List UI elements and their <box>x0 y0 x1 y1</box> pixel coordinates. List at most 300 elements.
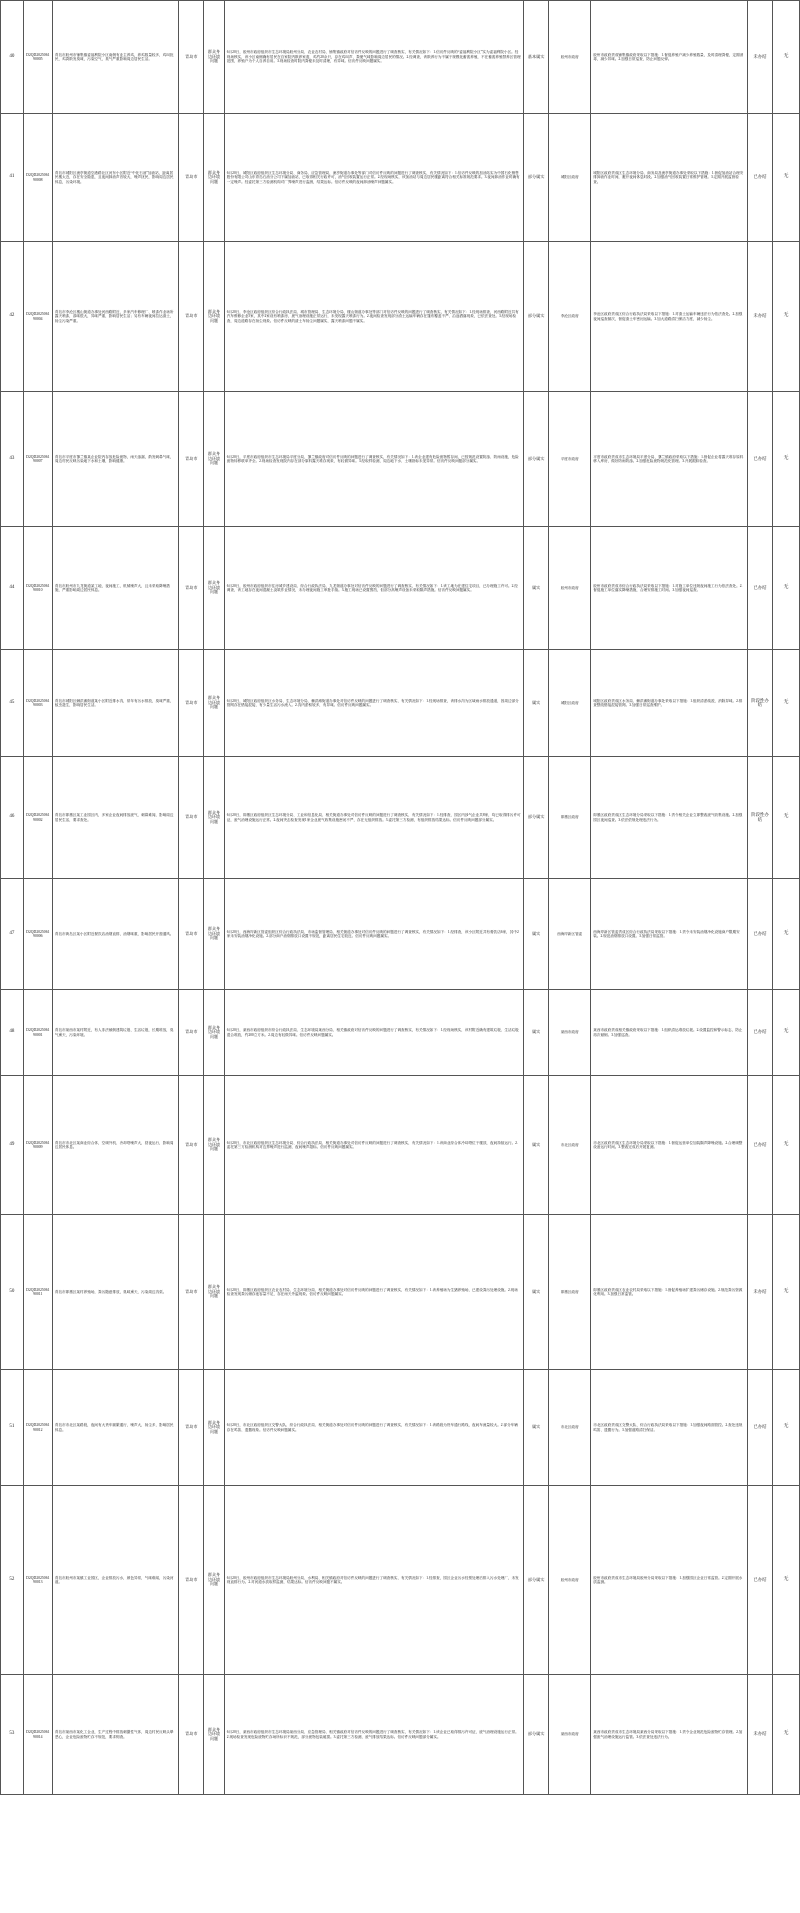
row-number-text: 40 <box>9 53 15 59</box>
table-body <box>1 1 800 1795</box>
complaint-content <box>52 990 178 1076</box>
rectification-measures-text: 胶州市政府责成市综合行政执法局采取以下措施：1.对施工单位违规夜间施工行为依法查处。2.督促施工单位落实降噪措施，合理安排施工时间。3.加强夜间巡查。 <box>593 583 743 592</box>
verification-result <box>224 527 523 650</box>
verification-result-text: 6月20日，胶州市政府组织市住房城乡建设局、综合行政执法局、九龙街道办事处对信访件反映的问题进行了调查核实，有关情况如下：1.该工地为在建住宅项目，已办理施工许可。2.经调查，该工地存在夜间混凝土浇筑作业情况，未办理夜间施工审批手续。3.施工现场已设置围挡，但部分高噪声设备未采取隔声措施。信访件反映问题属实。 <box>226 583 518 592</box>
responsible-department <box>549 114 591 242</box>
problem-type-text: 群众身边环境问题 <box>208 1284 220 1299</box>
completion-status <box>748 114 773 242</box>
rectification-measures-text: 西海岸新区管委责成区综合行政执法局采取以下措施：1.责令未安装油烟净化设施商户限期安装。2.规范油烟排放口设置。3.加强日常监管。 <box>593 929 740 938</box>
city-cell-text: 青岛市 <box>185 930 198 936</box>
complaint-content-text: 青岛市李沧区楼山街道办事处河西路附近，多家汽车修理厂、喷漆作业场所露天喷漆，漆味很大，异味严重，影响居民生活；另有车辆夜间拉运渣土，扬尘污染严重。 <box>54 309 174 323</box>
verification-result-text: 6月20日，市北区政府组织区交警大队、综合行政执法局、相关街道办事处对信访件反映的问题进行了调查核实，有关情况如下：1.该路段为货车通行路线，夜间车流量较大。2.部分车辆存在鸣笛、遗撒现象。信访件反映问题属实。 <box>226 1423 518 1432</box>
row-number <box>1 879 24 990</box>
responsible-department <box>549 879 591 990</box>
row-number <box>1 990 24 1076</box>
row-number <box>1 650 24 757</box>
city-cell-text: 青岛市 <box>185 1731 198 1737</box>
problem-type <box>204 527 225 650</box>
table-row <box>1 990 800 1076</box>
problem-type <box>204 650 225 757</box>
truth-status <box>524 392 549 527</box>
complaint-content <box>52 879 178 990</box>
city-cell-text: 青岛市 <box>185 1424 198 1430</box>
complaint-content-text: 青岛市胶州市某镇工业园区，企业排放污水，颜色异常，气味难闻，污染河道。 <box>54 1575 174 1584</box>
problem-type-text: 群众身边环境问题 <box>208 1726 220 1741</box>
case-code-text: D2QD202506190001 <box>26 1028 50 1037</box>
problem-type-text: 群众身边环境问题 <box>208 49 220 64</box>
accountability-text: 无 <box>783 1141 789 1147</box>
city-cell <box>179 527 204 650</box>
completion-status <box>748 1675 773 1795</box>
verification-result <box>224 392 523 527</box>
rectification-measures-text: 即墨区政府责成区生态环境分局采取以下措施：1.责令相关企业立即整改废气收集设施。2.加强园区夜间巡查。3.依法依规处理违法行为。 <box>593 813 743 822</box>
city-cell-text: 青岛市 <box>185 455 198 461</box>
rectification-measures-text: 莱西市政府责成相关镇政府采取以下措施：1.组织清运堆放垃圾。2.设置监控和警示标志，防止再次倾倒。3.加强巡查。 <box>593 1028 743 1037</box>
responsible-department <box>549 650 591 757</box>
table-row <box>1 879 800 990</box>
case-code-text: D2QD202506190002 <box>26 813 50 822</box>
problem-type <box>204 1215 225 1370</box>
case-code-text: D2QD202506190003 <box>26 698 50 707</box>
row-number <box>1 1076 24 1215</box>
case-code <box>23 114 52 242</box>
accountability-text: 无 <box>783 699 789 705</box>
case-code-text: D2QD202506190014 <box>26 1730 50 1739</box>
row-number <box>1 1215 24 1370</box>
problem-type <box>204 1076 225 1215</box>
table-row <box>1 1370 800 1486</box>
problem-type <box>204 757 225 879</box>
complaint-content <box>52 114 178 242</box>
row-number-text: 49 <box>9 1141 15 1147</box>
complaint-content <box>52 392 178 527</box>
accountability <box>772 1675 799 1795</box>
responsible-department <box>549 1215 591 1370</box>
truth-status <box>524 1076 549 1215</box>
table-row <box>1 392 800 527</box>
rectification-measures <box>591 1215 748 1370</box>
accountability-text: 无 <box>783 1029 789 1035</box>
row-number-text: 51 <box>9 1424 15 1430</box>
accountability <box>772 114 799 242</box>
responsible-department-text: 李沧区政府 <box>560 314 579 319</box>
verification-result <box>224 757 523 879</box>
city-cell <box>179 650 204 757</box>
accountability-text: 无 <box>783 1288 789 1294</box>
truth-status-text: 基本属实 <box>527 53 545 59</box>
verification-result <box>224 879 523 990</box>
problem-type <box>204 1486 225 1675</box>
case-code <box>23 757 52 879</box>
completion-status <box>748 527 773 650</box>
accountability <box>772 757 799 879</box>
row-number <box>1 1 24 114</box>
verification-result <box>224 242 523 392</box>
city-cell <box>179 1 204 114</box>
rectification-measures-text: 平度市政府责成市生态环境局平度分局、蓼兰镇政府采取以下措施：1.督促企业将露天堆存原料移入库房，做好防雨防渗。2.加强危险废物规范化管理。3.开展跟踪检查。 <box>593 454 744 463</box>
case-code-text: D2QD202506190006 <box>26 929 50 938</box>
problem-type <box>204 1370 225 1486</box>
completion-status <box>748 1076 773 1215</box>
table-row <box>1 1675 800 1795</box>
responsible-department <box>549 527 591 650</box>
case-code-text: D2QD202506190009 <box>26 1140 50 1149</box>
truth-status-text: 部分属实 <box>527 313 545 319</box>
truth-status-text: 属实 <box>531 1141 541 1147</box>
verification-result-text: 6月20日，城阳区政府组织区水务局、生态环境分局、棘洪滩街道办事处对信访件反映的问题进行了调查核实，有关情况如下：1.经现场排查，该排水沟为区域雨水排放通道，因周边部分管网存在错接混接，有少量生活污水流入。2.沟内淤积较多，有异味。信访件反映问题属实。 <box>226 698 519 707</box>
city-cell-text: 青岛市 <box>185 699 198 705</box>
complaint-content-text: 青岛市莱西市某化工企业，生产过程中排放刺激性气体，周边村民反映头晕恶心，企业危险废物贮存不规范，要求彻查。 <box>54 1730 174 1739</box>
problem-type-text: 群众身边环境问题 <box>208 580 220 595</box>
city-cell <box>179 1370 204 1486</box>
table-row <box>1 650 800 757</box>
verification-result <box>224 114 523 242</box>
completion-status-text: 已办结 <box>753 1029 767 1035</box>
completion-status-text: 未办结 <box>753 53 767 59</box>
completion-status <box>748 990 773 1076</box>
accountability-text: 无 <box>783 814 789 820</box>
city-cell-text: 青岛市 <box>185 174 198 180</box>
truth-status-text: 属实 <box>531 1288 541 1294</box>
complaint-content <box>52 1076 178 1215</box>
accountability <box>772 242 799 392</box>
case-code <box>23 392 52 527</box>
completion-status <box>748 650 773 757</box>
problem-type-text: 群众身边环境问题 <box>208 809 220 824</box>
city-cell <box>179 1486 204 1675</box>
case-code <box>23 242 52 392</box>
verification-result <box>224 650 523 757</box>
rectification-measures-text: 市北区政府责成区生态环境分局采取以下措施：1.督促运营单位加装隔声降噪设施。2.合理调整设备运行时间。3.整改完成后开展复测。 <box>593 1140 743 1149</box>
city-cell-text: 青岛市 <box>185 1141 198 1147</box>
complaint-content <box>52 1370 178 1486</box>
problem-type <box>204 1675 225 1795</box>
accountability-text: 无 <box>783 1731 789 1737</box>
rectification-measures <box>591 1370 748 1486</box>
case-code <box>23 1076 52 1215</box>
accountability <box>772 1215 799 1370</box>
table-row <box>1 1 800 114</box>
verification-result <box>224 1675 523 1795</box>
completion-status-text: 未办结 <box>753 313 767 319</box>
rectification-measures <box>591 114 748 242</box>
responsible-department-text: 胶州市政府 <box>560 54 579 59</box>
complaint-content <box>52 757 178 879</box>
complaint-content <box>52 1215 178 1370</box>
row-number <box>1 392 24 527</box>
rectification-measures <box>591 879 748 990</box>
case-code-text: D2QD202506190004 <box>26 312 50 321</box>
truth-status-text: 部分属实 <box>527 814 545 820</box>
completion-status-text: 未办结 <box>753 1731 767 1737</box>
rectification-measures <box>591 1675 748 1795</box>
row-number-text: 41 <box>9 174 15 180</box>
accountability-text: 无 <box>783 584 789 590</box>
truth-status <box>524 114 549 242</box>
row-number-text: 45 <box>9 699 15 705</box>
row-number <box>1 1370 24 1486</box>
case-code <box>23 1215 52 1370</box>
completion-status <box>748 1370 773 1486</box>
table-row <box>1 1215 800 1370</box>
responsible-department-text: 城阳区政府 <box>560 700 579 705</box>
problem-type-text: 群众身边环境问题 <box>208 695 220 710</box>
completion-status <box>748 879 773 990</box>
truth-status-text: 部分属实 <box>527 1731 545 1737</box>
accountability <box>772 1486 799 1675</box>
verification-result-text: 6月20日，西海岸新区管委组织区综合行政执法局、市场监督管理局、相关街道办事处对信访件反映的问题进行了调查核实，有关情况如下：1.经排查，该小区附近共有餐饮店6家，其中2家未安装油烟净化设施。2.部分商户油烟排放口设置不规范，距离居民住宅较近。信访件反映问题属实。 <box>226 929 519 938</box>
problem-type <box>204 114 225 242</box>
city-cell <box>179 1215 204 1370</box>
truth-status <box>524 1675 549 1795</box>
problem-type-text: 群众身边环境问题 <box>208 1137 220 1152</box>
complaint-content-text: 青岛市黄岛区某小区附近餐饮店油烟直排，油烟味重，影响居民开窗通风。 <box>54 931 174 936</box>
completion-status <box>748 1486 773 1675</box>
problem-type-text: 群众身边环境问题 <box>208 308 220 323</box>
truth-status-text: 属实 <box>531 699 541 705</box>
table-row <box>1 1076 800 1215</box>
verification-result-text: 6月20日，即墨区政府组织区生态环境分局、工业和信息化局、相关街道办事处对信访件反映的问题进行了调查核实，有关情况如下：1.经排查，园区内涉气企业共8家，均已取得排污许可证，废气治理设施运行正常。2.夜间突击检查发现1家企业废气收集设施密闭不严，存在无组织排放。3.委托第三方检测，有组织排放结果达标。信访件反映问题部分属实。 <box>226 813 521 822</box>
accountability-text: 无 <box>783 174 789 180</box>
completion-status-text: 已办结 <box>753 1141 767 1147</box>
rectification-measures <box>591 1 748 114</box>
row-number-text: 50 <box>9 1288 15 1294</box>
case-code <box>23 879 52 990</box>
problem-type <box>204 879 225 990</box>
responsible-department-text: 即墨区政府 <box>560 815 579 820</box>
responsible-department <box>549 757 591 879</box>
case-code <box>23 990 52 1076</box>
responsible-department <box>549 1076 591 1215</box>
completion-status-text: 已办结 <box>753 174 767 180</box>
responsible-department-text: 市北区政府 <box>560 1142 579 1147</box>
responsible-department <box>549 1370 591 1486</box>
verification-result <box>224 1215 523 1370</box>
complaint-content-text: 青岛市莱西市某村附近，有人非法倾倒建筑垃圾、生活垃圾，长期堆放，臭气熏天，污染环境。 <box>54 1028 174 1037</box>
accountability-text: 无 <box>783 455 789 461</box>
completion-status <box>748 1 773 114</box>
responsible-department-text: 西海岸新区管委 <box>557 931 583 936</box>
truth-status <box>524 1486 549 1675</box>
responsible-department <box>549 392 591 527</box>
case-code <box>23 1675 52 1795</box>
rectification-measures-text: 市北区政府责成区交警大队、综合行政执法局采取以下措施：1.加强夜间路面管控。2.查处违规鸣笛、遗撒行为。3.加强道路清扫保洁。 <box>593 1423 743 1432</box>
rectification-measures-text: 城阳区政府责成区水务局、棘洪滩街道办事处采取以下措施：1.组织清淤疏浚，消除异味。2.排查整改错接混接管网。3.加强日常巡查维护。 <box>593 698 743 707</box>
row-number-text: 47 <box>9 930 15 936</box>
case-code-text: D2QD202506190013 <box>26 1575 50 1584</box>
case-code <box>23 1370 52 1486</box>
verification-result-text: 6月20日，莱西市政府组织市综合行政执法局、生态环境局莱西分局、相关镇政府对信访件反映的问题进行了调查核实，有关情况如下：1.经现场核实，该村附近确有建筑垃圾、生活垃圾混合堆放，约200立方米。2.周边有轻微异味。信访件反映问题属实。 <box>226 1028 519 1037</box>
verification-result <box>224 1076 523 1215</box>
row-number <box>1 757 24 879</box>
problem-type-text: 群众身边环境问题 <box>208 451 220 466</box>
city-cell-text: 青岛市 <box>185 1576 198 1582</box>
rectification-measures <box>591 242 748 392</box>
city-cell <box>179 1675 204 1795</box>
table-row <box>1 527 800 650</box>
city-cell <box>179 990 204 1076</box>
completion-status-text: 已办结 <box>753 1576 767 1582</box>
problem-type-text: 群众身边环境问题 <box>208 169 220 184</box>
complaint-content-text: 青岛市市北区某路段，夜间有大货车频繁通行，噪声大，扬尘多，影响居民休息。 <box>54 1423 174 1432</box>
city-cell <box>179 392 204 527</box>
verification-result <box>224 990 523 1076</box>
completion-status <box>748 757 773 879</box>
completion-status <box>748 1215 773 1370</box>
accountability-text: 无 <box>783 1424 789 1430</box>
responsible-department-text: 莱西市政府 <box>560 1030 579 1035</box>
complaint-content-text: 青岛市城阳区流亭街道空港路社区河东小区附近“中化石油”加油站，距离居民楼太近，存在安全隐患，且夜间卸油声音较大，噪声扰民，影响周边居民休息，污染环境。 <box>54 170 174 184</box>
truth-status-text: 部分属实 <box>527 455 545 461</box>
city-cell-text: 青岛市 <box>185 1288 198 1294</box>
problem-type <box>204 990 225 1076</box>
complaint-content-text: 青岛市平度市蓼兰镇某企业院内存放危险废物，雨天渗漏，散发刺鼻气味，周边村民反映污染地下水和土壤，影响健康。 <box>54 454 174 463</box>
accountability <box>772 990 799 1076</box>
city-cell <box>179 757 204 879</box>
table-row <box>1 114 800 242</box>
accountability-text: 无 <box>783 313 789 319</box>
problem-type-text: 群众身边环境问题 <box>208 1419 220 1434</box>
truth-status <box>524 757 549 879</box>
table-row <box>1 1486 800 1675</box>
problem-type-text: 群众身边环境问题 <box>208 1024 220 1039</box>
row-number <box>1 527 24 650</box>
responsible-department-text: 平度市政府 <box>560 456 579 461</box>
truth-status-text: 部分属实 <box>527 174 545 180</box>
case-code <box>23 527 52 650</box>
truth-status-text: 属实 <box>531 584 541 590</box>
completion-status <box>748 392 773 527</box>
verification-result-text: 6月20日，市北区政府组织区生态环境分局、综合行政执法局、相关街道办事处对信访件反映的问题进行了调查核实，有关情况如下：1.该商业综合体冷却塔位于楼顶，夜间持续运行。2.委托第三方检测机构对边界噪声进行监测，夜间噪声超标。信访件反映问题属实。 <box>226 1140 518 1149</box>
truth-status <box>524 527 549 650</box>
table-row <box>1 757 800 879</box>
accountability-text: 无 <box>783 53 789 59</box>
accountability <box>772 1076 799 1215</box>
city-cell <box>179 1076 204 1215</box>
complaint-content-text: 青岛市胶州市九龙街道某工地，夜间施工，机械噪声大，且未采取降噪措施，严重影响周边居民休息。 <box>54 583 170 592</box>
truth-status <box>524 990 549 1076</box>
completion-status <box>748 242 773 392</box>
verification-result-text: 6月20日，胶州市政府组织市生态环境局胶州分局、水利局、相关镇政府对信访件反映的问题进行了调查核实，有关情况如下：1.经排查，园区企业污水经预处理后排入污水处理厂，未发现直排行为。2.对河道水质取样监测，结果达标。信访件反映问题不属实。 <box>226 1575 519 1584</box>
complaint-content-text: 青岛市即墨区某村养殖场，粪污随意排放，臭味熏天，污染周边沟渠。 <box>54 1289 167 1294</box>
truth-status-text: 部分属实 <box>527 1576 545 1582</box>
rectification-measures <box>591 1486 748 1675</box>
verification-result <box>224 1 523 114</box>
completion-status-text: 已办结 <box>753 930 767 936</box>
truth-status <box>524 879 549 990</box>
verification-result-text: 6月20日，李沧区政府组织区综合行政执法局、城市管理局、生态环境分局、楼山街道办事处等部门对信访件反映的问题进行了调查核实，有关情况如下：1.经现场排查，河西路附近共有汽车维修企业5家，其中2家设有喷漆房，废气治理设施正常运行，未发现露天喷漆行为。2.夜间检查发现部分渣土运输车辆存在篷布覆盖不严、沿途洒落现象，已依法查处。3.经现场检查，周边道路存在扬尘现象。信访件反映的渣土车扬尘问题属实，露天喷漆问题不属实。 <box>226 309 519 323</box>
city-cell-text: 青岛市 <box>185 1029 198 1035</box>
row-number-text: 44 <box>9 584 15 590</box>
completion-status-text: 已办结 <box>753 455 767 461</box>
problem-type <box>204 1 225 114</box>
problem-type-text: 群众身边环境问题 <box>208 1572 220 1587</box>
accountability-text: 无 <box>783 930 789 936</box>
responsible-department <box>549 1486 591 1675</box>
row-number-text: 42 <box>9 313 15 319</box>
rectification-measures-text: 莱西市政府责成市生态环境局莱西分局采取以下措施：1.责令企业规范危险废物贮存管理。2.加强废气治理设施运行监管。3.依法查处违法行为。 <box>593 1730 743 1739</box>
case-code-text: D2QD202506190005 <box>26 52 50 61</box>
verification-result-text: 6月20日，即墨区政府组织区农业农村局、生态环境分局、相关街道办事处对信访件反映的问题进行了调查核实，有关情况如下：1.该养殖场为生猪养殖场，已建设粪污处理设施。2.现场检查发现粪污储存池容量不足，存在雨天外溢现象。信访件反映问题属实。 <box>226 1287 518 1296</box>
truth-status <box>524 1 549 114</box>
case-code-text: D2QD202506190007 <box>26 454 50 463</box>
city-cell-text: 青岛市 <box>185 814 198 820</box>
truth-status-text: 属实 <box>531 1424 541 1430</box>
city-cell <box>179 242 204 392</box>
city-cell-text: 青岛市 <box>185 313 198 319</box>
case-code-text: D2QD202506190010 <box>26 583 50 592</box>
complaint-content <box>52 242 178 392</box>
verification-result <box>224 1370 523 1486</box>
complaint-content-text: 青岛市市北区某商业综合体，空调外机、冷却塔噪声大，昼夜运行，影响周边居民休息。 <box>54 1140 174 1149</box>
row-number-text: 43 <box>9 455 15 461</box>
responsible-department-text: 胶州市政府 <box>560 585 579 590</box>
case-code-text: D2QD202506190008 <box>26 173 50 182</box>
verification-result-text: 6月20日，胶州市政府组织市生态环境局胶州分局、农业农村局、铺集镇政府对信访件反映的问题进行了调查核实，有关情况如下：1.信访件反映的“委福利院小区”实为委福利院小区。经现场核实，该小区南侧确有居民在自家院内散养家禽，鸡约20余只，存在鸡叫声、粪便气味影响周边居民的情况。2.经调查，该散养行为不属于规模化畜禽养殖，不在畜禽养殖禁养区管理范围，养殖户为个人自养自用。3.现场检查时院内粪便未及时清理，有异味。信访件反映问题属实。 <box>226 50 521 64</box>
rectification-measures-text: 即墨区政府责成区农业农村局采取以下措施：1.督促养殖场扩建粪污储存设施。2.规范粪污资源化利用。3.加强日常监管。 <box>593 1287 743 1296</box>
table-row <box>1 242 800 392</box>
accountability <box>772 1370 799 1486</box>
complaint-content <box>52 1486 178 1675</box>
accountability <box>772 650 799 757</box>
truth-status-text: 属实 <box>531 1029 541 1035</box>
complaint-content-text: 青岛市胶州市铺集镇委福利院小区南侧有业主养鸡，养鸡数量较多，鸡叫扰民，鸡粪散发臭味，污染空气，臭气严重影响周边居民生活。 <box>54 52 174 61</box>
row-number <box>1 114 24 242</box>
city-cell <box>179 114 204 242</box>
truth-status-text: 属实 <box>531 930 541 936</box>
complaint-content <box>52 527 178 650</box>
responsible-department-text: 胶州市政府 <box>560 1577 579 1582</box>
case-code <box>23 650 52 757</box>
row-number-text: 53 <box>9 1731 15 1737</box>
completion-status-text: 未办结 <box>753 1288 767 1294</box>
responsible-department <box>549 242 591 392</box>
row-number-text: 52 <box>9 1576 15 1582</box>
truth-status <box>524 650 549 757</box>
problem-type <box>204 242 225 392</box>
completion-status-text: 已办结 <box>753 584 767 590</box>
rectification-measures <box>591 757 748 879</box>
row-number-text: 48 <box>9 1029 15 1035</box>
verification-result-text: 6月20日，平度市政府组织市生态环境局平度分局、蓼兰镇政府对信访件反映的问题进行了调查核实，有关情况如下：1.该企业建有危险废物暂存间，已按规范设置防渗、防雨设施，危险废物转移联单齐全。2.现场检查发现院内存在部分原料露天堆存现象，有轻微异味。3.经取样检测，周边地下水、土壤指标未见异常。信访件反映问题部分属实。 <box>226 454 519 463</box>
city-cell-text: 青岛市 <box>185 53 198 59</box>
truth-status <box>524 242 549 392</box>
row-number <box>1 1486 24 1675</box>
rectification-measures <box>591 527 748 650</box>
case-code-text: D2QD202506190012 <box>26 1423 50 1432</box>
responsible-department-text: 城阳区政府 <box>560 175 579 180</box>
rectification-measures <box>591 1076 748 1215</box>
city-cell <box>179 879 204 990</box>
rectification-measures <box>591 650 748 757</box>
responsible-department <box>549 1 591 114</box>
responsible-department <box>549 1675 591 1795</box>
complaint-content <box>52 1 178 114</box>
completion-status-text: 已办结 <box>753 1424 767 1430</box>
problem-type-text: 群众身边环境问题 <box>208 926 220 941</box>
verification-result-text: 6月20日，莱西市政府组织市生态环境局莱西分局、应急管理局、相关镇政府对信访件反映的问题进行了调查核实，有关情况如下：1.该企业已取得排污许可证，废气治理设施运行正常。2.现场检查发现危险废物贮存场所标识不规范，部分废物包装破损。3.委托第三方检测，废气排放结果达标。信访件反映问题部分属实。 <box>226 1730 519 1739</box>
rectification-measures-text: 城阳区政府责成区生态环境分局、商务局及流亭街道办事处采取以下措施：1.督促加油站合理安排卸油作业时间，避开夜间休息时段。2.加强油气回收装置日常维护管理。3.定期开展监督检查。 <box>593 170 744 184</box>
truth-status <box>524 1370 549 1486</box>
verification-result <box>224 1486 523 1675</box>
rectification-measures-text: 胶州市政府责成市生态环境局胶州分局采取以下措施：1.加强园区企业日常监管。2.定期开展水质监测。 <box>593 1575 743 1584</box>
case-code <box>23 1 52 114</box>
row-number-text: 46 <box>9 814 15 820</box>
case-code-text: D2QD202506190011 <box>26 1287 50 1296</box>
responsible-department <box>549 990 591 1076</box>
problem-type <box>204 392 225 527</box>
accountability <box>772 879 799 990</box>
